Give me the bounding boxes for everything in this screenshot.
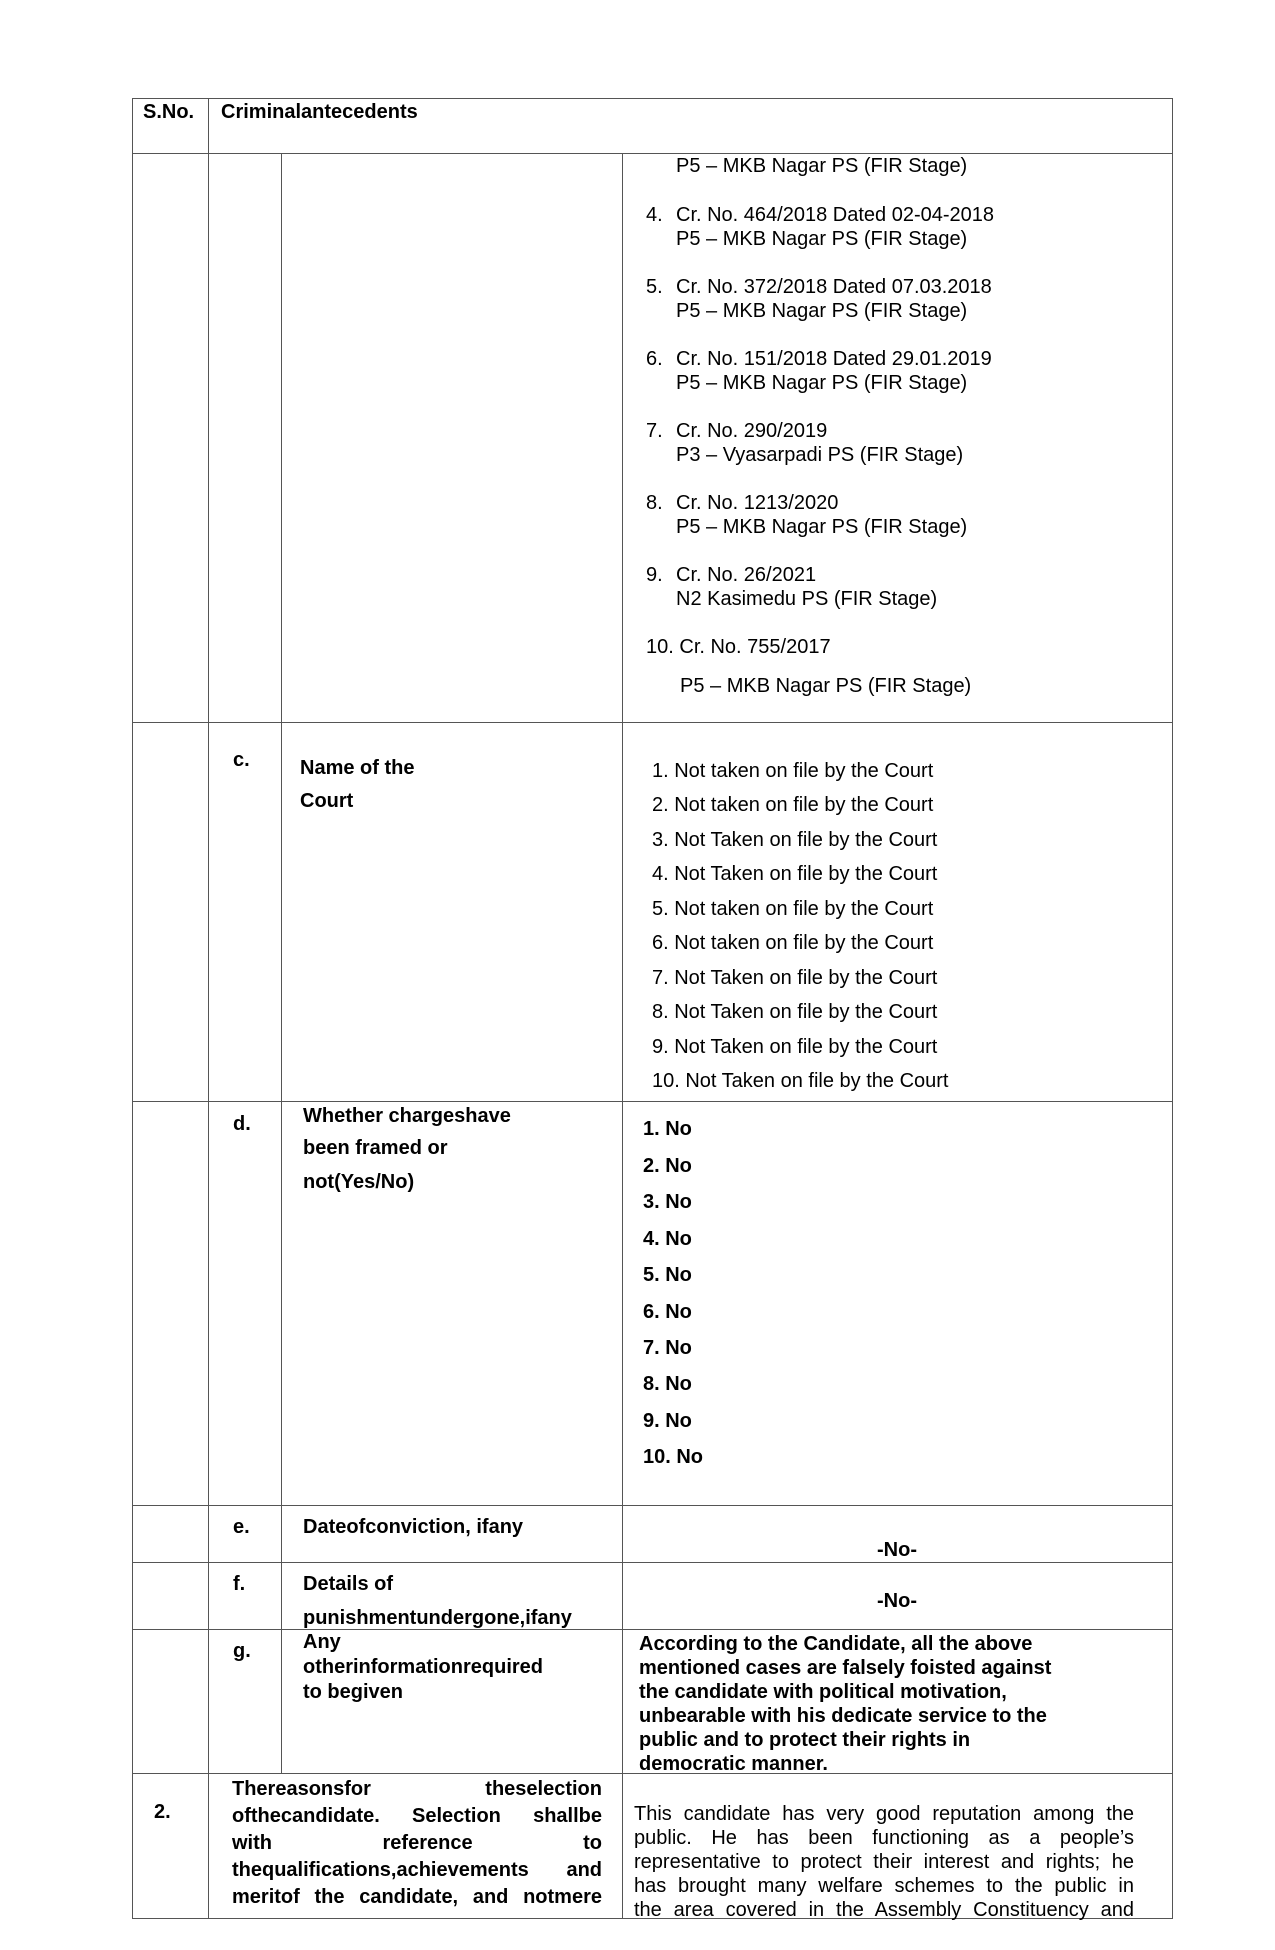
row-d-bottom	[132, 1505, 1173, 1506]
court-item-4: 4. Not Taken on file by the Court	[652, 863, 938, 885]
case-number: 7.	[646, 420, 663, 442]
row-c-letter: c.	[233, 749, 250, 771]
row-f-value: -No-	[877, 1590, 917, 1612]
case-crime-number: Cr. No. 151/2018 Dated 29.01.2019	[676, 348, 992, 370]
table-border-left	[132, 98, 133, 1919]
case-station: N2 Kasimedu PS (FIR Stage)	[676, 588, 938, 610]
row-g-label-line2: otherinformationrequired	[303, 1656, 544, 1678]
case-number: 9.	[646, 564, 663, 586]
table-border-top	[132, 98, 1173, 99]
charges-item-8: 8. No	[643, 1373, 692, 1395]
row-2-label-line2: ofthecandidate. Selection shallbe	[232, 1805, 602, 1827]
case-crime-number: Cr. No. 755/2017	[679, 636, 831, 658]
row-2-sno: 2.	[154, 1801, 171, 1823]
row-c-label-line2: Court	[300, 790, 354, 812]
row-e-letter: e.	[233, 1516, 250, 1538]
row-g-value-line1: According to the Candidate, all the above	[639, 1633, 1033, 1655]
row-g-value-line2: mentioned cases are falsely foisted against	[639, 1657, 1052, 1679]
row-g-label-line1: Any	[303, 1631, 341, 1653]
court-item-6: 6. Not taken on file by the Court	[652, 932, 934, 954]
case-station: P5 – MKB Nagar PS (FIR Stage)	[680, 675, 972, 697]
case-crime-number: Cr. No. 290/2019	[676, 420, 828, 442]
col-sno-divider	[208, 98, 209, 1919]
case-station: P5 – MKB Nagar PS (FIR Stage)	[676, 372, 968, 394]
charges-item-3: 3. No	[643, 1191, 692, 1213]
charges-item-10: 10. No	[643, 1446, 704, 1468]
case-station: P5 – MKB Nagar PS (FIR Stage)	[676, 155, 968, 177]
row-2-value-line5: the area covered in the Assembly Constituency and	[634, 1899, 1134, 1921]
case-crime-number: Cr. No. 1213/2020	[676, 492, 839, 514]
row-g-value-line4: unbearable with his dedicate service to the	[639, 1705, 1047, 1727]
charges-item-5: 5. No	[643, 1264, 692, 1286]
row-g-value-line3: the candidate with political motivation,	[639, 1681, 1007, 1703]
row-2-label-line5: meritof the candidate, and notmere	[232, 1886, 602, 1908]
court-item-8: 8. Not Taken on file by the Court	[652, 1001, 938, 1023]
court-item-1: 1. Not taken on file by the Court	[652, 760, 934, 782]
case-item-3-continued	[646, 154, 967, 178]
charges-item-2: 2. No	[643, 1155, 692, 1177]
case-item-5	[646, 275, 992, 323]
case-number: 8.	[646, 492, 663, 514]
court-item-9: 9. Not Taken on file by the Court	[652, 1036, 938, 1058]
row-d-label-line2: been framed or	[303, 1137, 448, 1159]
row-2-value-line4: has brought many welfare schemes to the public in	[634, 1875, 1134, 1897]
case-item-10	[646, 635, 831, 659]
row-b-bottom	[132, 722, 1173, 723]
row-d-letter: d.	[233, 1113, 251, 1135]
row-2-label-line3: with reference to	[232, 1832, 602, 1854]
charges-item-6: 6. No	[643, 1301, 692, 1323]
row-e-bottom	[132, 1562, 1173, 1563]
court-item-10: 10. Not Taken on file by the Court	[652, 1070, 949, 1092]
court-item-7: 7. Not Taken on file by the Court	[652, 967, 938, 989]
row-e-label: Dateofconviction, ifany	[303, 1516, 524, 1538]
court-item-5: 5. Not taken on file by the Court	[652, 898, 934, 920]
row-g-value-line6: democratic manner.	[639, 1753, 828, 1775]
row-f-label-line1: Details of	[303, 1573, 394, 1595]
case-number: 10.	[646, 636, 674, 658]
case-station: P3 – Vyasarpadi PS (FIR Stage)	[676, 444, 964, 466]
header-sno: S.No.	[143, 101, 195, 123]
case-number: 6.	[646, 348, 663, 370]
header-title: Criminalantecedents	[221, 101, 418, 123]
case-item-9	[646, 563, 937, 611]
charges-item-4: 4. No	[643, 1228, 692, 1250]
row-f-letter: f.	[233, 1573, 246, 1595]
case-item-8	[646, 491, 967, 539]
row-2-label-line4: thequalifications,achievements and	[232, 1859, 602, 1881]
row-c-label-line1: Name of the	[300, 757, 415, 779]
case-item-10-station	[680, 674, 971, 698]
case-crime-number: Cr. No. 464/2018 Dated 02-04-2018	[676, 204, 994, 226]
row-g-letter: g.	[233, 1640, 251, 1662]
row-g-label-line3: to begiven	[303, 1681, 404, 1703]
row-g-value-line5: public and to protect their rights in	[639, 1729, 971, 1751]
row-d-label-line3: not(Yes/No)	[303, 1171, 415, 1193]
case-item-4	[646, 203, 994, 251]
row-f-label-line2: punishmentundergone,ifany	[303, 1607, 572, 1629]
case-crime-number: Cr. No. 372/2018 Dated 07.03.2018	[676, 276, 992, 298]
row-c-bottom	[132, 1101, 1173, 1102]
case-crime-number: Cr. No. 26/2021	[676, 564, 817, 586]
col-value-divider	[622, 153, 623, 1919]
row-2-value-line3: representative to protect their interest and rights; he	[634, 1851, 1134, 1873]
row-2-label-line1: Thereasonsfor theselection	[232, 1778, 602, 1800]
col-letter-divider	[281, 153, 282, 1773]
charges-item-1: 1. No	[643, 1118, 692, 1140]
case-station: P5 – MKB Nagar PS (FIR Stage)	[676, 300, 968, 322]
row-d-label-line1: Whether chargeshave	[303, 1105, 511, 1127]
row-2-value-line2: public. He has been functioning as a people’s	[634, 1827, 1134, 1849]
row-2-value-line1: This candidate has very good reputation among the	[634, 1803, 1134, 1825]
court-item-3: 3. Not Taken on file by the Court	[652, 829, 938, 851]
row-f-bottom	[132, 1629, 1173, 1630]
charges-item-7: 7. No	[643, 1337, 692, 1359]
case-number: 5.	[646, 276, 663, 298]
case-station: P5 – MKB Nagar PS (FIR Stage)	[676, 228, 968, 250]
case-number: 4.	[646, 204, 663, 226]
charges-item-9: 9. No	[643, 1410, 692, 1432]
case-station: P5 – MKB Nagar PS (FIR Stage)	[676, 516, 968, 538]
row-e-value: -No-	[877, 1539, 917, 1561]
table-border-right	[1172, 98, 1173, 1919]
court-item-2: 2. Not taken on file by the Court	[652, 794, 934, 816]
case-item-6	[646, 347, 992, 395]
case-item-7	[646, 419, 963, 467]
